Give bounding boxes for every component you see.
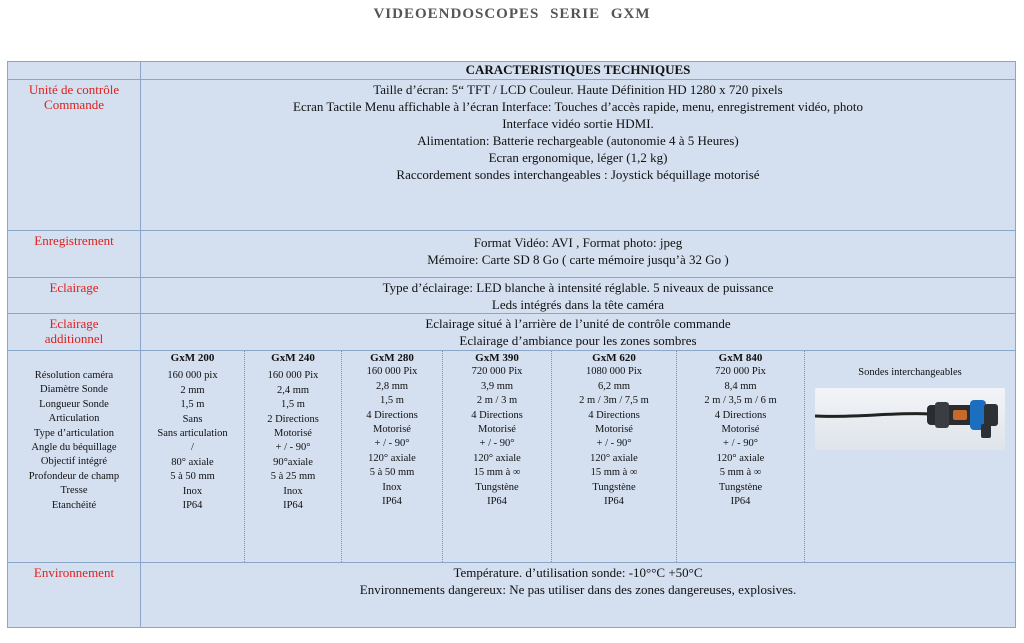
model-spec: 720 000 Pix (715, 366, 766, 378)
model-gxm-390 (443, 351, 552, 562)
model-spec: 90°axiale (273, 456, 313, 468)
model-spec: Inox (382, 481, 402, 493)
row-eclairage-additionnel (8, 313, 1015, 350)
model-spec: Tungstène (718, 481, 763, 493)
model-name: GxM 390 (475, 352, 519, 364)
model-spec: 8,4 mm (724, 380, 757, 392)
content-line: Environnements dangereux: Ne pas utiliser dans des zones dangereuses, explosives. (359, 582, 797, 597)
model-spec: Motorisé (721, 424, 760, 436)
label-line: Commande (44, 97, 104, 112)
model-spec: 2,4 mm (276, 384, 310, 396)
document-title: VIDEOENDOSCOPES SERIE GXM (373, 6, 651, 22)
model-spec: 2 m / 3,5 m / 6 m (704, 395, 777, 407)
model-spec: 120° axiale (368, 452, 416, 464)
spec-label: Angle du béquillage (31, 442, 117, 454)
model-name: GxM 840 (718, 352, 763, 364)
model-spec: 120° axiale (716, 452, 765, 464)
content-commande (141, 80, 1015, 230)
model-spec: IP64 (730, 496, 751, 508)
label-line: Eclairage (49, 280, 99, 295)
model-spec: 2 m / 3m / 7,5 m (579, 395, 649, 407)
model-spec: Inox (182, 485, 203, 497)
probes-caption: Sondes interchangeables (858, 367, 962, 378)
label-line: additionnel (44, 331, 104, 346)
model-spec: 160 000 Pix (267, 370, 319, 382)
row-models (8, 350, 1015, 562)
model-spec: 1,5 m (180, 399, 205, 411)
spec-label: Objectif intégré (40, 456, 108, 468)
model-spec: 1,5 m (281, 399, 305, 411)
model-spec: 160 000 Pix (366, 366, 418, 378)
table-header: CARACTERISTIQUES TECHNIQUES (465, 62, 691, 77)
probe-illustration (815, 388, 1005, 450)
model-spec: / (191, 442, 194, 454)
content-eclairage (141, 278, 1015, 313)
header-label-cell (8, 62, 141, 79)
model-spec: 15 mm à ∞ (590, 467, 638, 479)
spec-label: Longueur Sonde (39, 398, 109, 410)
model-spec: IP64 (604, 496, 624, 508)
content-line: Type d’éclairage: LED blanche à intensité réglable. 5 niveaux de puissance (382, 280, 774, 295)
content-line: Eclairage situé à l’arrière de l’unité de contrôle commande (425, 316, 731, 331)
spec-label: Profondeur de champ (28, 470, 120, 482)
model-spec: IP64 (283, 500, 303, 512)
model-name: GxM 240 (271, 352, 315, 364)
content-line: Taille d’écran: 5“ TFT / LCD Couleur. Haute Définition HD 1280 x 720 pixels (373, 82, 783, 97)
label-line: Enregistrement (34, 233, 114, 248)
model-spec: + / - 90° (275, 442, 311, 454)
model-spec: 6,2 mm (597, 380, 631, 392)
model-spec: + / - 90° (596, 438, 632, 450)
model-spec: 720 000 Pix (471, 366, 523, 378)
model-spec: + / - 90° (723, 438, 758, 450)
model-spec: Motorisé (373, 424, 411, 436)
model-spec: Sans (182, 413, 203, 425)
content-enregistrement (141, 231, 1015, 277)
model-spec: Motorisé (478, 424, 516, 436)
label-line: Environnement (33, 565, 115, 580)
content-line: Interface vidéo sortie HDMI. (502, 116, 654, 131)
model-spec: 15 mm à ∞ (473, 467, 521, 479)
row-eclairage (8, 277, 1015, 313)
spec-label: Diamètre Sonde (40, 384, 108, 396)
model-spec: 4 Directions (714, 409, 767, 421)
label-environnement (8, 563, 141, 628)
content-line: Leds intégrés dans la tête caméra (491, 297, 665, 312)
model-spec: 5 à 50 mm (369, 467, 415, 479)
label-line: Eclairage (49, 316, 99, 331)
content-line: Mémoire: Carte SD 8 Go ( carte mémoire jusqu’à 32 Go ) (427, 252, 729, 267)
content-line: Eclairage d’ambiance pour les zones sombres (459, 333, 697, 348)
model-spec: Tungstène (475, 481, 519, 493)
model-name: GxM 200 (170, 352, 215, 364)
model-spec: 1,5 m (380, 395, 404, 407)
model-spec: + / - 90° (479, 438, 515, 450)
label-eclairage-additionnel (8, 314, 141, 350)
model-spec: 1080 000 Pix (585, 366, 642, 378)
spec-label: Tresse (60, 485, 88, 497)
model-gxm-840 (677, 351, 805, 562)
model-spec: 5 à 25 mm (270, 471, 316, 483)
model-spec: Motorisé (274, 428, 312, 440)
model-gxm-620 (552, 351, 677, 562)
probe-image (815, 388, 1005, 450)
model-name: GxM 620 (592, 352, 636, 364)
spec-label: Etanchéité (51, 499, 97, 511)
content-line: Ecran Tactile Menu affichable à l’écran Interface: Touches d’accès rapide, menu, enregistrement vidéo, photo (293, 99, 863, 114)
model-spec: 2 Directions (267, 413, 319, 425)
spec-label: Résolution caméra (34, 370, 114, 381)
model-name: GxM 280 (370, 352, 414, 364)
model-spec: IP64 (487, 496, 507, 508)
model-gxm-200 (141, 351, 245, 562)
label-commande (8, 80, 141, 230)
model-gxm-240 (245, 351, 342, 562)
model-spec: 3,9 mm (480, 380, 514, 392)
model-spec: Sans articulation (157, 428, 228, 440)
model-spec: Tungstène (592, 481, 636, 493)
row-environnement (8, 562, 1015, 628)
content-eclairage-additionnel (141, 314, 1015, 350)
model-spec: 2 mm (180, 384, 205, 396)
content-line: Raccordement sondes interchangeables : Joystick béquillage motorisé (396, 167, 760, 182)
model-gxm-280 (342, 351, 443, 562)
content-environnement (141, 563, 1015, 628)
content-line: Ecran ergonomique, léger (1,2 kg) (488, 150, 668, 165)
header-row (8, 62, 1015, 79)
content-line: Alimentation: Batterie rechargeable (autonomie 4 à 5 Heures) (417, 133, 739, 148)
content-line: Format Vidéo: AVI , Format photo: jpeg (473, 235, 683, 250)
spec-label: Articulation (48, 413, 100, 425)
model-spec: 80° axiale (171, 456, 214, 468)
spec-label: Type d’articulation (33, 427, 115, 439)
model-spec: Inox (283, 485, 303, 497)
model-spec: + / - 90° (374, 438, 410, 450)
model-spec: 160 000 pix (167, 370, 218, 382)
model-spec: IP64 (182, 500, 203, 512)
row-commande (8, 79, 1015, 230)
label-enregistrement (8, 231, 141, 277)
spec-table (7, 61, 1016, 628)
model-spec: 4 Directions (588, 409, 640, 421)
model-spec: IP64 (382, 496, 402, 508)
content-line: Température. d’utilisation sonde: -10°°C +50°C (453, 565, 703, 580)
model-spec: 5 mm à ∞ (719, 467, 762, 479)
model-spec: 4 Directions (471, 409, 523, 421)
label-eclairage (8, 278, 141, 313)
model-spec: 5 à 50 mm (170, 471, 215, 483)
probes-panel (805, 351, 1015, 562)
row-enregistrement (8, 230, 1015, 277)
spec-labels (8, 351, 141, 563)
model-spec: Motorisé (595, 424, 633, 436)
label-line: Unité de contrôle (28, 82, 120, 97)
model-spec: 2,8 mm (375, 380, 409, 392)
model-spec: 120° axiale (473, 452, 521, 464)
model-spec: 2 m / 3 m (476, 395, 518, 407)
model-spec: 4 Directions (366, 409, 418, 421)
model-spec: 120° axiale (590, 452, 638, 464)
